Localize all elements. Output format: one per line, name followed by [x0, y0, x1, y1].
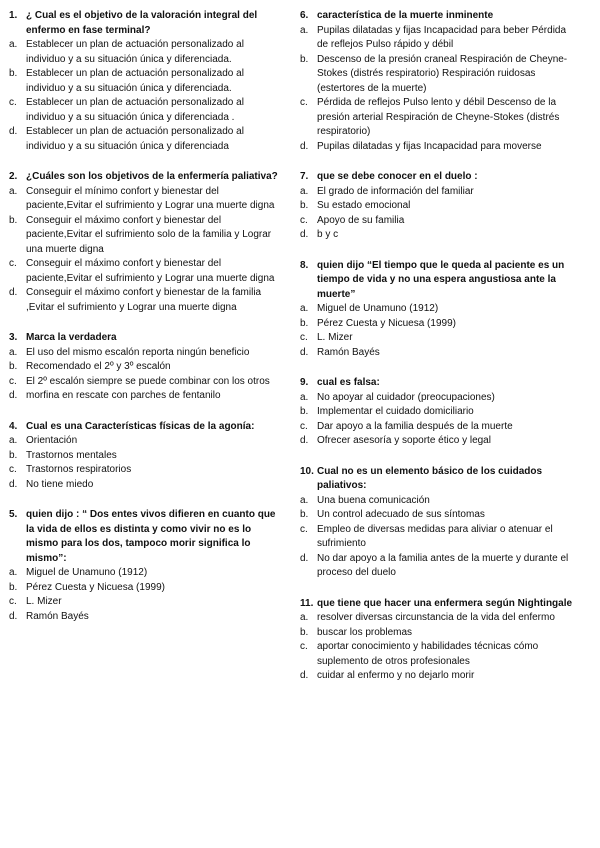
option-letter: d. — [300, 552, 309, 564]
option-text: No tiene miedo — [26, 478, 94, 490]
option-text: cuidar al enfermo y no dejarlo morir — [317, 670, 475, 681]
answer-option — [300, 405, 578, 420]
option-letter: c. — [9, 97, 17, 108]
answer-option — [300, 185, 578, 200]
question-number: 10. — [300, 465, 314, 477]
option-letter: a. — [9, 567, 18, 578]
answer-options — [9, 185, 281, 316]
option-letter: d. — [9, 390, 18, 401]
answer-option — [300, 391, 578, 406]
question-number: 3. — [9, 332, 18, 343]
option-text: Conseguir el máximo confort y bienestar del paciente,Evitar el sufrimiento y Lograr una muerte digna — [26, 258, 275, 284]
answer-option — [300, 214, 578, 229]
answer-option — [300, 24, 578, 53]
question-heading — [300, 259, 578, 303]
option-text: Recomendado el 2º y 3º escalón — [26, 361, 171, 372]
option-letter: b. — [300, 509, 309, 520]
answer-option — [9, 286, 281, 315]
option-text: Pupilas dilatadas y fijas Incapacidad para beber Pérdida de reflejos Pulso rápido y débil — [317, 24, 567, 50]
option-letter: d. — [300, 435, 309, 446]
question-text: que se debe conocer en el duelo : — [317, 171, 478, 182]
option-text: Conseguir el máximo confort y bienestar del paciente,Evitar el sufrimiento solo de la familia y Lograr una muerte digna — [26, 214, 272, 255]
option-text: aportar conocimiento y habilidades técnicas cómo suplemento de otros profesionales — [317, 641, 539, 667]
answer-option — [300, 53, 578, 97]
option-text: Conseguir el máximo confort y bienestar de la familia ,Evitar el sufrimiento y Lograr una muerte digna — [26, 287, 262, 313]
answer-option — [9, 185, 281, 214]
answer-option — [9, 375, 281, 390]
answer-options — [300, 391, 578, 449]
option-letter: a. — [9, 346, 18, 358]
option-text: Una buena comunicación — [317, 494, 430, 506]
option-letter: d. — [300, 229, 309, 240]
option-letter: c. — [300, 332, 308, 343]
question-text: Cual es una Características físicas de la agonía: — [26, 420, 255, 432]
option-text: El 2º escalón siempre se puede combinar con los otros — [26, 375, 270, 387]
question-text: ¿Cuáles son los objetivos de la enfermería paliativa? — [26, 171, 278, 182]
right-column — [300, 9, 578, 684]
question-heading — [9, 508, 281, 566]
question-number: 2. — [9, 171, 18, 182]
answer-option — [9, 67, 281, 96]
answer-options — [300, 302, 578, 360]
answer-option — [300, 199, 578, 214]
question-7 — [300, 170, 578, 243]
question-heading — [300, 465, 578, 494]
option-letter: d. — [300, 140, 309, 152]
option-text: Conseguir el mínimo confort y bienestar del paciente,Evitar el sufrimiento y Lograr una muerte digna — [26, 185, 275, 211]
question-8 — [300, 259, 578, 361]
answer-option — [9, 595, 281, 610]
option-letter: a. — [300, 185, 309, 197]
question-heading — [9, 170, 281, 185]
option-text: Implementar el cuidado domiciliario — [317, 406, 474, 417]
option-text: Trastornos mentales — [26, 449, 117, 461]
answer-option — [9, 389, 281, 404]
answer-option — [300, 508, 578, 523]
answer-options — [9, 434, 281, 492]
question-5 — [9, 508, 281, 624]
option-text: resolver diversas circunstancia de la vida del enfermo — [317, 612, 555, 623]
answer-option — [9, 449, 281, 464]
question-3 — [9, 331, 281, 404]
option-text: Pérez Cuesta y Nicuesa (1999) — [26, 581, 165, 593]
option-text: Empleo de diversas medidas para aliviar o atenuar el sufrimiento — [317, 523, 553, 549]
option-letter: c. — [300, 97, 308, 108]
answer-option — [9, 38, 281, 67]
option-letter: c. — [300, 214, 308, 226]
answer-option — [300, 346, 578, 361]
left-column — [9, 9, 281, 624]
answer-option — [9, 125, 281, 154]
option-text: Su estado emocional — [317, 200, 411, 211]
option-text: Orientación — [26, 435, 78, 446]
answer-option — [300, 640, 578, 669]
question-text: característica de la muerte inminente — [317, 10, 494, 21]
option-letter: c. — [300, 523, 308, 535]
option-text: b y c — [317, 229, 339, 240]
answer-option — [9, 346, 281, 361]
option-letter: b. — [9, 214, 18, 226]
option-letter: a. — [300, 391, 309, 403]
answer-option — [300, 669, 578, 684]
answer-options — [300, 611, 578, 684]
question-4 — [9, 420, 281, 493]
answer-option — [300, 228, 578, 243]
option-text: No apoyar al cuidador (preocupaciones) — [317, 391, 495, 403]
question-number: 4. — [9, 420, 18, 432]
question-text: ¿ Cual es el objetivo de la valoración integral del enfermo en fase terminal? — [26, 10, 258, 36]
answer-option — [300, 96, 578, 140]
option-text: Pupilas dilatadas y fijas Incapacidad para moverse — [317, 140, 542, 152]
option-text: Trastornos respiratorios — [26, 464, 132, 475]
option-text: Miguel de Unamuno (1912) — [26, 567, 148, 578]
answer-options — [300, 24, 578, 155]
option-letter: a. — [9, 185, 18, 197]
option-text: Establecer un plan de actuación personalizado al individuo y a su situación única y diferenciada. — [26, 68, 244, 94]
question-heading — [300, 376, 578, 391]
answer-option — [300, 420, 578, 435]
option-text: L. Mizer — [26, 596, 62, 607]
option-text: El uso del mismo escalón reporta ningún beneficio — [26, 346, 250, 358]
option-letter: b. — [300, 406, 309, 417]
option-letter: a. — [300, 612, 309, 623]
answer-option — [300, 494, 578, 509]
question-number: 9. — [300, 377, 309, 388]
question-text: que tiene que hacer una enfermera según Nightingale — [317, 597, 573, 609]
option-text: morfina en rescate con parches de fentanilo — [26, 390, 221, 401]
option-letter: b. — [9, 449, 18, 461]
answer-option — [300, 626, 578, 641]
option-text: Descenso de la presión craneal Respiración de Cheyne-Stokes (distrés respiratorio) Respiración ruidosas (estertores de la muerte) — [317, 53, 568, 94]
option-letter: b. — [300, 626, 309, 638]
answer-options — [300, 494, 578, 581]
answer-option — [300, 331, 578, 346]
option-letter: a. — [300, 24, 309, 36]
answer-options — [300, 185, 578, 243]
option-letter: a. — [9, 435, 18, 446]
option-letter: a. — [300, 494, 309, 506]
option-letter: b. — [300, 317, 309, 329]
option-text: Miguel de Unamuno (1912) — [317, 303, 439, 314]
question-number: 5. — [9, 509, 18, 520]
option-text: Establecer un plan de actuación personalizado al individuo y a su situación única y diferenciada — [26, 126, 244, 152]
option-letter: b. — [300, 200, 309, 211]
question-number: 8. — [300, 259, 309, 271]
answer-option — [300, 523, 578, 552]
answer-option — [9, 214, 281, 258]
question-2 — [9, 170, 281, 315]
option-letter: c. — [300, 420, 308, 432]
question-text: cual es falsa: — [317, 377, 380, 388]
option-letter: d. — [9, 287, 18, 298]
option-letter: d. — [9, 126, 18, 137]
option-text: buscar los problemas — [317, 626, 413, 638]
answer-option — [300, 611, 578, 626]
question-heading — [300, 9, 578, 24]
question-text: Cual no es un elemento básico de los cuidados paliativos: — [317, 465, 543, 491]
question-number: 1. — [9, 10, 18, 21]
option-text: Establecer un plan de actuación personalizado al individuo y a su situación única y diferenciada. — [26, 39, 244, 65]
answer-option — [9, 566, 281, 581]
answer-option — [300, 434, 578, 449]
answer-option — [300, 552, 578, 581]
answer-option — [300, 302, 578, 317]
option-letter: d. — [9, 610, 18, 622]
option-letter: d. — [300, 670, 309, 681]
answer-option — [9, 478, 281, 493]
question-number: 6. — [300, 10, 309, 21]
answer-option — [9, 610, 281, 625]
option-text: Ramón Bayés — [26, 610, 89, 622]
option-letter: c. — [9, 464, 17, 475]
option-text: Pérdida de reflejos Pulso lento y débil Descenso de la presión arterial Respiración de Cheyne-Stokes (distrés respiratorio) — [317, 97, 560, 137]
option-text: Apoyo de su familia — [317, 214, 405, 226]
question-10 — [300, 465, 578, 581]
option-text: Ofrecer asesoría y soporte ético y legal — [317, 435, 491, 446]
question-heading — [9, 420, 281, 435]
option-letter: c. — [9, 258, 17, 269]
answer-option — [9, 434, 281, 449]
answer-option — [300, 317, 578, 332]
answer-option — [300, 140, 578, 155]
option-letter: c. — [9, 596, 17, 607]
option-text: Establecer un plan de actuación personalizado al individuo y a su situación única y diferenciada . — [26, 97, 244, 123]
question-text: quien dijo : “ Dos entes vivos difieren en cuanto que la vida de ellos es distinta y como vivir no es lo mismo para los dos, tampoco morir significa lo mismo”: — [26, 509, 276, 564]
option-letter: b. — [9, 581, 18, 593]
option-text: Un control adecuado de sus síntomas — [317, 509, 485, 520]
option-letter: b. — [9, 68, 18, 79]
question-heading — [300, 170, 578, 185]
question-text: Marca la verdadera — [26, 332, 117, 343]
answer-option — [9, 360, 281, 375]
question-9 — [300, 376, 578, 449]
option-letter: c. — [9, 375, 17, 387]
option-text: El grado de información del familiar — [317, 185, 474, 197]
option-text: Ramón Bayés — [317, 346, 380, 358]
question-6 — [300, 9, 578, 154]
option-letter: d. — [9, 478, 18, 490]
answer-option — [9, 581, 281, 596]
option-text: L. Mizer — [317, 332, 353, 343]
answer-options — [9, 346, 281, 404]
answer-option — [9, 96, 281, 125]
answer-option — [9, 257, 281, 286]
question-text: quien dijo “El tiempo que le queda al paciente es un tiempo de vida y no una espera angustiosa ante la muerte” — [317, 259, 565, 300]
option-letter: a. — [300, 303, 309, 314]
question-heading — [300, 597, 578, 612]
option-letter: c. — [300, 641, 308, 652]
answer-option — [9, 463, 281, 478]
option-letter: b. — [9, 361, 18, 372]
question-heading — [9, 9, 281, 38]
option-letter: a. — [9, 39, 18, 50]
question-number: 7. — [300, 171, 309, 182]
answer-options — [9, 38, 281, 154]
option-letter: d. — [300, 346, 309, 358]
option-text: No dar apoyo a la familia antes de la muerte y durante el proceso del duelo — [317, 552, 569, 578]
question-number: 11. — [300, 597, 314, 609]
option-letter: b. — [300, 53, 309, 65]
option-text: Pérez Cuesta y Nicuesa (1999) — [317, 317, 456, 329]
question-11 — [300, 597, 578, 684]
question-heading — [9, 331, 281, 346]
question-1 — [9, 9, 281, 154]
answer-options — [9, 566, 281, 624]
option-text: Dar apoyo a la familia después de la muerte — [317, 420, 513, 432]
